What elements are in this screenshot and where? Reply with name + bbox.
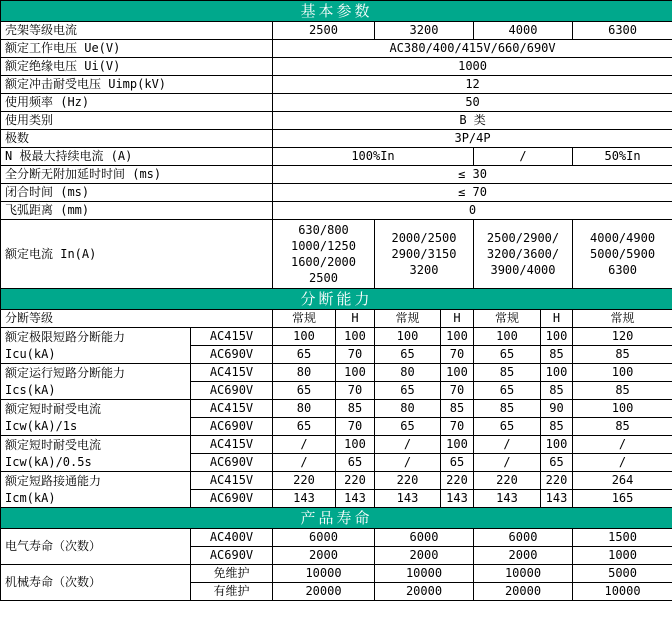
value-line: 2500/2900/ [486,231,560,245]
table-row-electrical-life [1,529,672,547]
value-cell: 143 [541,490,573,508]
value-cell: 6000 [273,529,375,547]
table-row-icw1s [1,400,672,418]
value-cell [273,220,375,289]
value-cell [573,220,672,289]
row-label: 壳架等级电流 [1,22,273,40]
value-line: 1000/1250 [290,239,357,253]
value-line: 3200/3600/ [486,247,560,261]
value-cell: 65 [541,454,573,472]
value-cell: / [573,436,672,454]
value-cell: 220 [441,472,474,490]
value-cell: 65 [273,346,336,364]
value-cell: / [375,436,441,454]
value-cell: 100 [336,436,375,454]
value-cell: 100 [541,436,573,454]
value-cell: 70 [336,382,375,400]
section-header-life: 产品寿命 [1,508,672,529]
table-row-grade [1,310,672,328]
row-label-line: 额定极限短路分断能力 [5,329,126,344]
variant-label: AC415V [191,400,273,418]
value-line: 6300 [608,263,637,277]
value-cell: 100 [336,364,375,382]
value-cell: 85 [474,400,541,418]
value-cell: 100 [573,364,672,382]
row-label-line: Icw(kA)/1s [5,418,78,433]
section-header-breaking: 分断能力 [1,289,672,310]
col-header: H [336,310,375,328]
value-cell: 10000 [375,565,474,583]
value-cell: ≤ 30 [273,166,672,184]
col-header: 常规 [273,310,336,328]
col-header: 常规 [573,310,672,328]
value-cell: 6300 [573,22,672,40]
table-row [1,58,672,76]
row-label: 额定冲击耐受电压 Uimp(kV) [1,76,273,94]
value-cell: 0 [273,202,672,220]
value-cell: 65 [273,418,336,436]
value-cell: 80 [273,400,336,418]
value-cell: 70 [441,418,474,436]
value-cell: 80 [375,400,441,418]
value-cell: 65 [474,418,541,436]
variant-label: AC415V [191,436,273,454]
value-cell: / [474,454,541,472]
section-row-life [1,508,672,529]
value-cell: 100 [541,328,573,346]
value-cell: 120 [573,328,672,346]
value-cell: 85 [336,400,375,418]
value-cell: 100 [441,328,474,346]
value-line: 3900/4000 [490,263,556,277]
row-label: 使用频率 (Hz) [1,94,273,112]
value-cell: 100 [541,364,573,382]
value-line: 5000/5900 [590,247,656,261]
value-cell [375,220,474,289]
value-line: 2900/3150 [391,247,457,261]
row-label [1,328,191,364]
variant-label: AC690V [191,346,273,364]
value-line: 1600/2000 [290,255,357,269]
value-cell: 65 [474,382,541,400]
value-cell: 143 [375,490,441,508]
row-label: 额定绝缘电压 Ui(V) [1,58,273,76]
row-label: 电气寿命（次数） [1,529,191,565]
value-cell: 12 [273,76,672,94]
table-row-icu [1,328,672,346]
row-label: 额定电流 In(A) [1,220,273,289]
value-cell: 85 [573,346,672,364]
value-line: 2500 [309,271,338,285]
table-row [1,202,672,220]
value-cell: 85 [573,418,672,436]
value-cell: 100%In [273,148,474,166]
value-cell: 100 [573,400,672,418]
row-label [1,436,191,472]
table-row [1,184,672,202]
value-cell: 143 [336,490,375,508]
value-cell: 2000 [273,547,375,565]
value-cell: 85 [474,364,541,382]
value-cell: 220 [474,472,541,490]
value-cell: 220 [273,472,336,490]
value-cell: 90 [541,400,573,418]
variant-label: 有维护 [191,583,273,601]
value-cell: 143 [273,490,336,508]
value-cell: B 类 [273,112,672,130]
value-cell: AC380/400/415V/660/690V [273,40,672,58]
row-label-line: 额定短路接通能力 [5,473,102,488]
value-cell: 20000 [375,583,474,601]
value-cell: 6000 [375,529,474,547]
table-row-icw05s [1,436,672,454]
row-label: 分断等级 [1,310,273,328]
value-cell: 85 [573,382,672,400]
value-cell: 3200 [375,22,474,40]
value-cell: 20000 [474,583,573,601]
variant-label: AC690V [191,418,273,436]
value-cell: 50 [273,94,672,112]
value-cell: 65 [273,382,336,400]
value-cell: 20000 [273,583,375,601]
value-cell: 143 [441,490,474,508]
value-cell: 65 [474,346,541,364]
col-header: 常规 [474,310,541,328]
value-cell: 80 [375,364,441,382]
row-label [1,472,191,508]
value-cell: 100 [336,328,375,346]
value-cell: 85 [541,346,573,364]
value-cell: 2500 [273,22,375,40]
value-cell: 1000 [573,547,672,565]
value-cell: 6000 [474,529,573,547]
value-cell: 65 [441,454,474,472]
row-label-line: 额定短时耐受电流 [5,437,102,452]
value-cell: 65 [375,418,441,436]
value-cell: 3P/4P [273,130,672,148]
value-cell: 5000 [573,565,672,583]
value-cell: 2000 [375,547,474,565]
value-cell: 70 [336,418,375,436]
row-label: 全分断无附加延时时间 (ms) [1,166,273,184]
row-label-line: Ics(kA) [5,382,56,397]
variant-label: AC415V [191,364,273,382]
value-cell: 100 [273,328,336,346]
table-row [1,40,672,58]
value-cell: 220 [375,472,441,490]
value-cell: 10000 [474,565,573,583]
row-label [1,364,191,400]
value-cell: 100 [474,328,541,346]
table-row [1,166,672,184]
section-row-breaking [1,289,672,310]
value-cell: / [474,436,541,454]
variant-label: AC690V [191,382,273,400]
row-label: 使用类别 [1,112,273,130]
value-cell: 80 [273,364,336,382]
value-cell: 50%In [573,148,672,166]
row-label-line: Icm(kA) [5,490,56,505]
value-cell [474,220,573,289]
variant-label: AC400V [191,529,273,547]
table-row [1,76,672,94]
value-line: 630/800 [298,223,349,237]
value-cell: 65 [336,454,375,472]
value-cell: 100 [375,328,441,346]
row-label: 额定工作电压 Ue(V) [1,40,273,58]
table-row-mechanical-life [1,565,672,583]
row-label: N 极最大持续电流 (A) [1,148,273,166]
table-row [1,94,672,112]
row-label-line: Icw(kA)/0.5s [5,454,92,469]
col-header: H [441,310,474,328]
value-cell: 70 [336,346,375,364]
value-cell: 2000 [474,547,573,565]
table-row-icm [1,472,672,490]
value-cell: / [573,454,672,472]
value-cell: 1000 [273,58,672,76]
value-cell: 10000 [573,583,672,601]
value-cell: 1500 [573,529,672,547]
row-label: 机械寿命（次数） [1,565,191,601]
value-cell: 65 [375,346,441,364]
value-cell: 85 [441,400,474,418]
section-header-basic: 基本参数 [1,1,672,22]
value-cell: 165 [573,490,672,508]
value-line: 4000/4900 [590,231,656,245]
col-header: 常规 [375,310,441,328]
value-line: 2000/2500 [391,231,457,245]
variant-label: AC415V [191,328,273,346]
row-label: 极数 [1,130,273,148]
value-cell: 143 [474,490,541,508]
row-label [1,400,191,436]
variant-label: AC690V [191,454,273,472]
col-header: H [541,310,573,328]
row-label-line: 额定短时耐受电流 [5,401,102,416]
row-label-line: 额定运行短路分断能力 [5,365,126,380]
value-cell: 220 [336,472,375,490]
table-row-frame-current [1,22,672,40]
value-cell: 4000 [474,22,573,40]
value-cell: 65 [375,382,441,400]
value-cell: 264 [573,472,672,490]
variant-label: AC690V [191,547,273,565]
row-label-line: Icu(kA) [5,346,56,361]
value-line: 3200 [409,263,439,277]
value-cell: 85 [541,382,573,400]
value-cell: / [474,148,573,166]
value-cell: 220 [541,472,573,490]
value-cell: 100 [441,436,474,454]
table-row [1,112,672,130]
variant-label: AC690V [191,490,273,508]
value-cell: / [273,436,336,454]
row-label: 飞弧距离 (mm) [1,202,273,220]
table-row-n-pole [1,148,672,166]
value-cell: 10000 [273,565,375,583]
value-cell: 100 [441,364,474,382]
row-label: 闭合时间 (ms) [1,184,273,202]
table-row [1,130,672,148]
value-cell: / [273,454,336,472]
variant-label: 免维护 [191,565,273,583]
value-cell: 85 [541,418,573,436]
table-row-ics [1,364,672,382]
value-cell: 70 [441,382,474,400]
value-cell: ≤ 70 [273,184,672,202]
section-row-basic [1,1,672,22]
variant-label: AC415V [191,472,273,490]
value-cell: / [375,454,441,472]
value-cell: 70 [441,346,474,364]
table-row-rated-current [1,220,672,289]
